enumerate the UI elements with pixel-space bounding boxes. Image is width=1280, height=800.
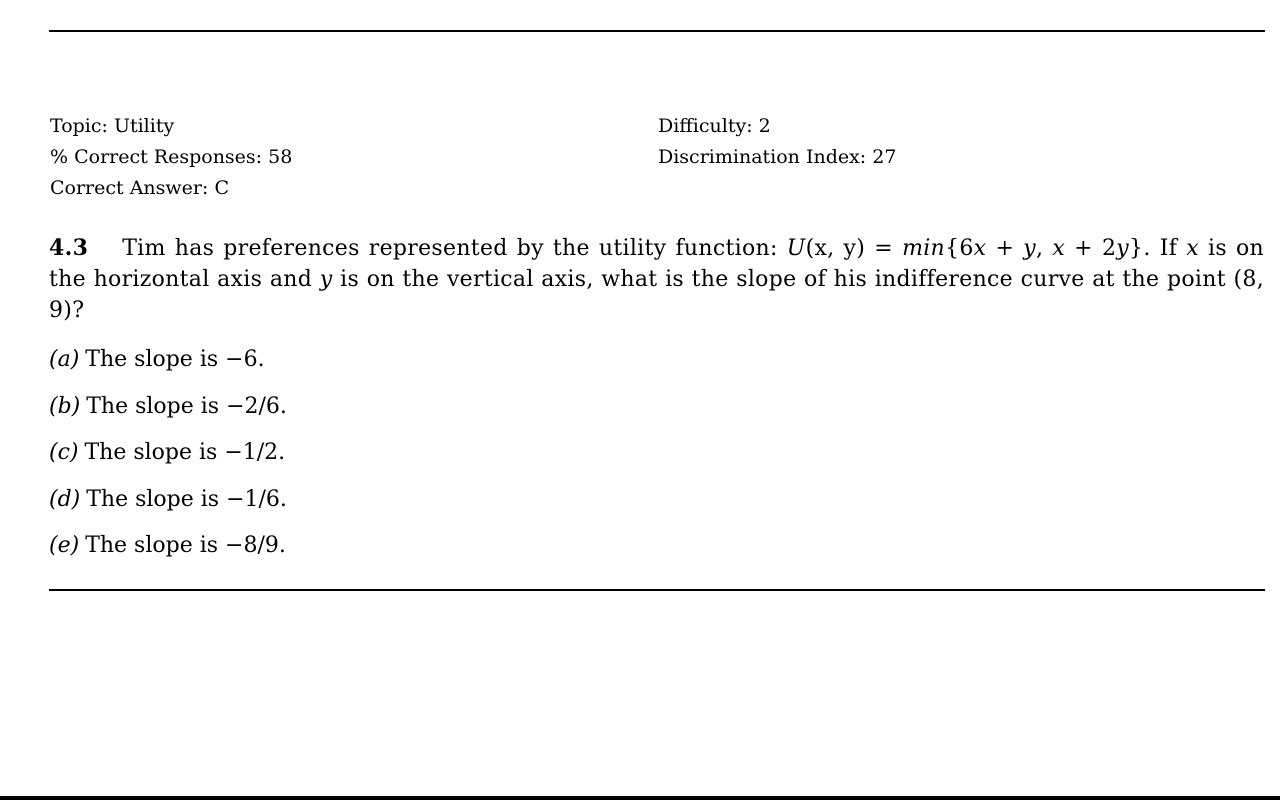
choice-text: The slope is −6. xyxy=(85,347,265,372)
difficulty-label: Difficulty: 2 xyxy=(658,115,771,137)
formula-coef-2: 2 xyxy=(1101,236,1117,261)
choice-letter: (c) xyxy=(49,440,79,465)
bottom-rule xyxy=(49,589,1265,591)
choice-text: The slope is −8/9. xyxy=(85,533,286,558)
point-coordinates: (8, 9) xyxy=(49,267,1264,323)
discrimination-index-label: Discrimination Index: 27 xyxy=(658,146,897,168)
choice-d xyxy=(49,484,287,531)
choice-text: The slope is −2/6. xyxy=(86,393,287,419)
question-number: 4.3 xyxy=(49,235,89,261)
meta-right-column xyxy=(658,111,896,173)
utility-formula xyxy=(787,236,1144,261)
formula-close-brace: } xyxy=(1129,236,1144,261)
variable-x: x xyxy=(1186,236,1199,261)
formula-equals: = xyxy=(865,236,903,261)
choice-e xyxy=(49,530,287,577)
formula-plus: + xyxy=(1065,236,1102,261)
question-text-after-formula: . If xyxy=(1143,236,1187,261)
formula-var: y xyxy=(1116,236,1130,261)
question-text xyxy=(49,233,1264,326)
choice-letter: (d) xyxy=(49,486,81,512)
page-edge-bar xyxy=(0,796,1280,800)
choice-b xyxy=(49,391,287,438)
choice-text: The slope is −1/6. xyxy=(86,486,287,512)
correct-answer-label: Correct Answer: C xyxy=(50,177,229,199)
choice-a xyxy=(49,344,287,391)
top-rule xyxy=(49,30,1265,32)
formula-open-brace: { xyxy=(945,236,960,261)
choice-text: The slope is −1/2. xyxy=(84,440,286,465)
question-text-before: Tim has preferences represented by the utility function: xyxy=(122,236,787,261)
formula-plus: + xyxy=(986,236,1024,261)
choice-letter: (e) xyxy=(49,533,80,558)
question-text-mid1: is on the horizontal axis and xyxy=(49,236,1265,292)
choice-c xyxy=(49,437,287,484)
question-text-mid2: is on the vertical axis, what is the slope of his indifference curve at the point xyxy=(332,267,1234,292)
variable-y: y xyxy=(319,267,333,292)
formula-function-u: U xyxy=(786,236,806,261)
formula-comma: , xyxy=(1036,236,1053,261)
question-end: ? xyxy=(72,298,85,323)
formula-var: x xyxy=(973,236,987,261)
choice-letter: (b) xyxy=(49,393,81,419)
formula-coef-6: 6 xyxy=(959,236,974,261)
topic-label: Topic: Utility xyxy=(50,115,175,137)
formula-min: min xyxy=(902,236,946,261)
formula-var: y xyxy=(1023,236,1036,261)
percent-correct-label: % Correct Responses: 58 xyxy=(50,146,293,168)
meta-left-column xyxy=(50,111,292,204)
answer-choices xyxy=(49,344,287,577)
choice-letter: (a) xyxy=(49,347,80,372)
formula-var: x xyxy=(1052,236,1066,261)
formula-args: (x, y) xyxy=(805,236,866,261)
